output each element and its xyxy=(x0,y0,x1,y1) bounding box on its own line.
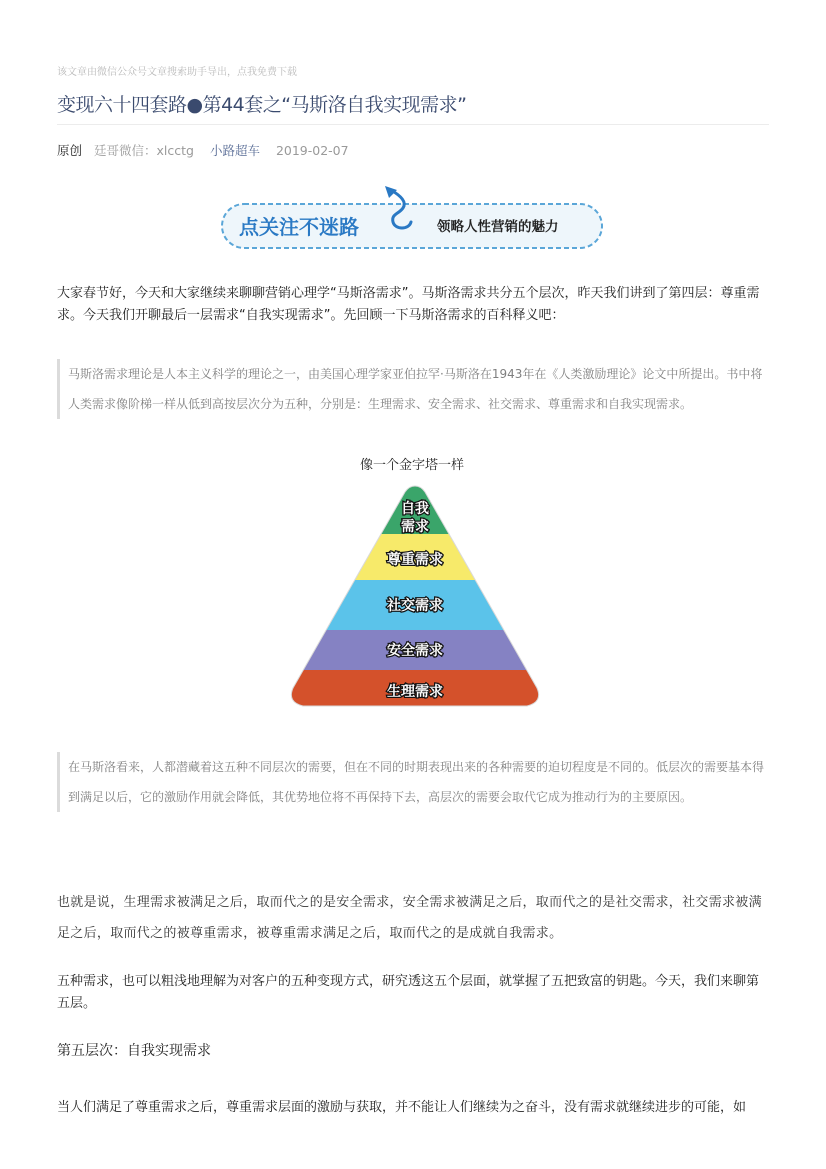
pyramid-label-esteem: 尊重需求 xyxy=(387,552,443,568)
page-title: 变现六十四套路●第44套之“马斯洛自我实现需求” xyxy=(57,94,467,116)
blockquote-explanation: 在马斯洛看来，人都潜藏着这五种不同层次的需要，但在不同的时期表现出来的各种需要的迫切程度是不同的。低层次的需要基本得到满足以后，它的激励作用就会降低，其优势地位将不再保持下去，高层次的需要会取代它成为推动行为的主要原因。 xyxy=(57,752,769,812)
pyramid-label-safety: 安全需求 xyxy=(387,643,443,659)
serif-paragraph: 也就是说，生理需求被满足之后，取而代之的是安全需求，安全需求被满足之后，取而代之的是社交需求，社交需求被满足之后，取而代之的被尊重需求，被尊重需求满足之后，取而代之的是成就自我需求。 xyxy=(57,895,762,941)
maslow-pyramid-image xyxy=(287,480,543,716)
pyramid-label-social: 社交需求 xyxy=(387,598,443,614)
original-badge: 原创 xyxy=(57,143,83,158)
intro-paragraph: 大家春节好，今天和大家继续来聊聊营销心理学“马斯洛需求”。马斯洛需求共分五个层次，昨天我们讲到了第四层：尊重需求。今天我们开聊最后一层需求“自我实现需求”。先回顾一下马斯洛需求的百科释义吧： xyxy=(57,286,760,323)
export-notice-link[interactable]: 该文章由微信公众号文章搜索助手导出，点我免费下载 xyxy=(57,67,297,78)
banner-left-text: 点关注不迷路 xyxy=(239,215,359,239)
publish-date: 2019-02-07 xyxy=(275,143,349,158)
article-meta xyxy=(57,141,349,159)
follow-banner xyxy=(219,186,605,252)
title-divider xyxy=(57,124,769,125)
pyramid-label-self-2: 需求 xyxy=(401,519,429,535)
account-link[interactable]: 小路超车 xyxy=(209,143,260,158)
pyramid-caption: 像一个金字塔一样 xyxy=(360,458,465,473)
banner-right-text: 领略人性营销的魅力 xyxy=(437,219,559,235)
blockquote-definition: 马斯洛需求理论是人本主义科学的理论之一，由美国心理学家亚伯拉罕·马斯洛在1943年在《人类激励理论》论文中所提出。书中将人类需求像阶梯一样从低到高按层次分为五种，分别是：生理需求、安全需求、社交需求、尊重需求和自我实现需求。 xyxy=(57,359,769,419)
five-needs-paragraph: 五种需求，也可以粗浅地理解为对客户的五种变现方式，研究透这五个层面，就掌握了五把致富的钥匙。今天，我们来聊第五层。 xyxy=(57,974,760,1011)
author-label: 廷哥微信：xlcctg xyxy=(94,143,194,158)
last-paragraph: 当人们满足了尊重需求之后，尊重需求层面的激励与获取，并不能让人们继续为之奋斗，没有需求就继续进步的可能，如 xyxy=(57,1100,747,1115)
section-heading: 第五层次：自我实现需求 xyxy=(57,1043,211,1059)
pyramid-label-physio: 生理需求 xyxy=(387,684,443,700)
pyramid-label-self-1: 自我 xyxy=(401,501,429,517)
